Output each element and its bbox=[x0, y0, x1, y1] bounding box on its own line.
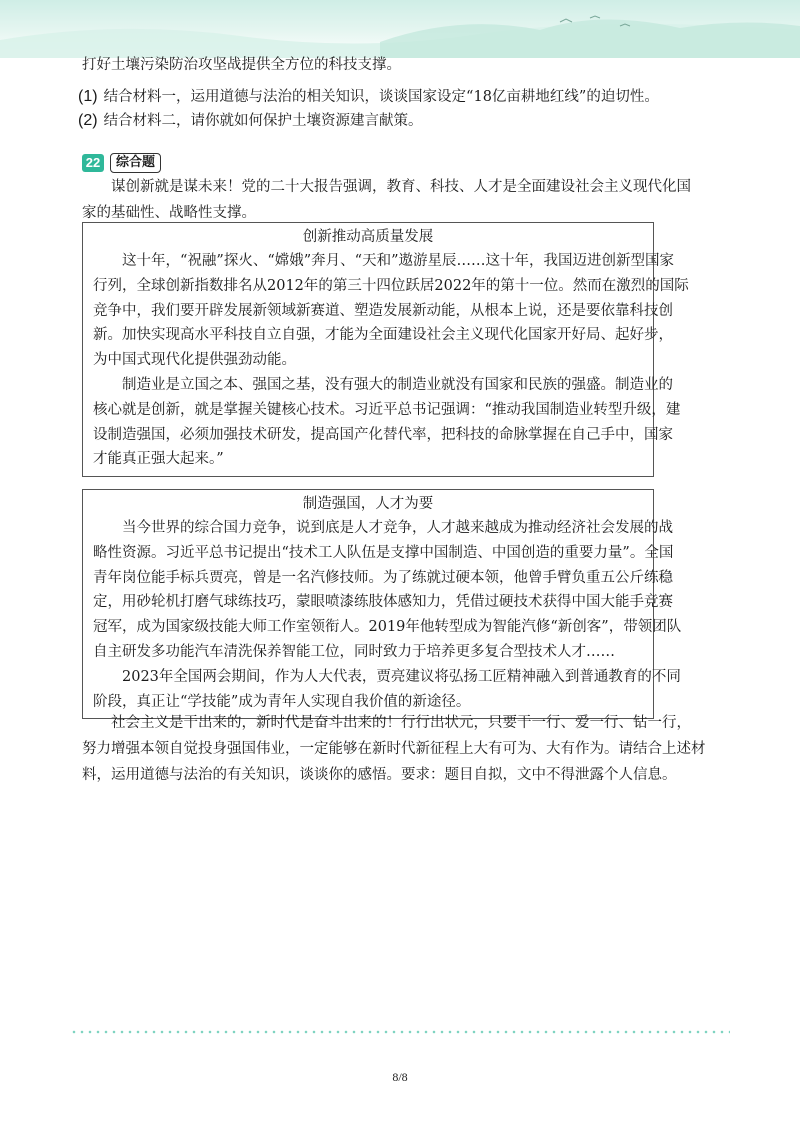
footer-dotted-divider bbox=[70, 1030, 730, 1034]
material-1-line: 新。加快实现高水平科技自立自强，才能为全面建设社会主义现代化国家开好局、起好步， bbox=[93, 327, 673, 344]
question-number-badge: 22 bbox=[82, 154, 104, 172]
material-2-line: 略性资源。习近平总书记提出“技术工人队伍是支撑中国制造、中国创造的重要力量”。全国 bbox=[93, 544, 674, 561]
material-1-line: 制造业是立国之本、强国之基，没有强大的制造业就没有国家和民族的强盛。制造业的 bbox=[122, 376, 673, 393]
material-1-line: 核心就是创新，就是掌握关键核心技术。习近平总书记强调：“推动我国制造业转型升级，建 bbox=[93, 401, 681, 418]
q21-sub2-number: (2) bbox=[78, 112, 98, 129]
material-1-line: 竞争中，我们要开辟发展新领域新赛道、塑造发展新动能，从根本上说，还是要依靠科技创 bbox=[93, 302, 673, 319]
header-banner bbox=[0, 0, 800, 58]
material-2-line: 冠军，成为国家级技能大师工作室领衔人。2019年他转型成为智能汽修“新创客”，带领团队 bbox=[93, 619, 682, 636]
material-2-line: 当今世界的综合国力竞争，说到底是人才竞争，人才越来越成为推动经济社会发展的战 bbox=[122, 520, 673, 536]
material-2-line: 定，用砂轮机打磨气球练技巧，蒙眼喷漆练肢体感知力，凭借过硬技术获得中国大能手竞赛 bbox=[93, 594, 673, 611]
material-1-title: 创新推动高质量发展 bbox=[302, 229, 434, 245]
q22-closing bbox=[82, 710, 706, 788]
q22-closing-line: 料，运用道德与法治的有关知识，谈谈你的感悟。要求：题目自拟，文中不得泄露个人信息。 bbox=[82, 767, 677, 783]
material-1-line: 设制造强国，必须加强技术研发，提高国产化替代率，把科技的命脉掌握在自己手中，国家 bbox=[93, 426, 673, 443]
question-21-tail bbox=[82, 52, 672, 78]
material-1-line: 为中国式现代化提供强劲动能。 bbox=[93, 352, 296, 369]
q21-sub2-text: 结合材料二，请你就如何保护土壤资源建言献策。 bbox=[103, 113, 423, 129]
question-22-header bbox=[82, 152, 672, 174]
q21-subquestion-1 bbox=[78, 86, 668, 108]
material-1-line: 这十年，“祝融”探火、“嫦娥”奔月、“天和”遨游星辰……这十年，我国迈进创新型国家 bbox=[122, 253, 674, 269]
material-box-2 bbox=[82, 489, 682, 719]
q22-closing-line: 努力增强本领自觉投身强国伟业，一定能够在新时代新征程上大有可为、大有作为。请结合上述材 bbox=[82, 741, 706, 757]
q22-intro-line: 家的基础性、战略性支撑。 bbox=[82, 205, 256, 221]
page-number: 8/8 bbox=[392, 1070, 408, 1084]
q21-sub1-number: (1) bbox=[78, 88, 98, 105]
q22-intro-line: 谋创新就是谋未来！党的二十大报告强调，教育、科技、人才是全面建设社会主义现代化国 bbox=[111, 179, 691, 195]
q22-intro bbox=[82, 174, 691, 226]
material-1-line: 行列，全球创新指数排名从2012年的第三十四位跃居2022年的第十一位。然而在激烈的国际 bbox=[93, 277, 689, 294]
q21-sub1-text: 结合材料一，运用道德与法治的相关知识，谈谈国家设定“18亿亩耕地红线”的迫切性。 bbox=[103, 89, 659, 105]
q21-tail-text: 打好土壤污染防治攻坚战提供全方位的科技支撑。 bbox=[82, 57, 401, 73]
material-2-line: 青年岗位能手标兵贾亮，曾是一名汽修技师。为了练就过硬本领，他曾手臂负重五公斤练稳 bbox=[93, 569, 673, 586]
material-1-line: 才能真正强大起来。” bbox=[93, 451, 224, 468]
material-2-line: 2023年全国两会期间，作为人大代表，贾亮建议将弘扬工匠精神融入到普通教育的不同 bbox=[122, 668, 681, 685]
q21-subquestion-2 bbox=[78, 110, 668, 132]
q22-closing-line: 社会主义是干出来的，新时代是奋斗出来的！行行出状元，只要干一行、爱一行、钻一行， bbox=[111, 715, 691, 731]
question-type-badge: 综合题 bbox=[110, 153, 161, 173]
material-2-line: 阶段，真正让“学技能”成为青年人实现自我价值的新途径。 bbox=[93, 693, 471, 710]
material-2-line: 自主研发多功能汽车清洗保养智能工位，同时致力于培养更多复合型技术人才…… bbox=[93, 643, 615, 660]
material-box-1 bbox=[82, 222, 689, 477]
header-landscape-decoration bbox=[0, 0, 800, 58]
material-2-title: 制造强国，人才为要 bbox=[302, 496, 434, 512]
